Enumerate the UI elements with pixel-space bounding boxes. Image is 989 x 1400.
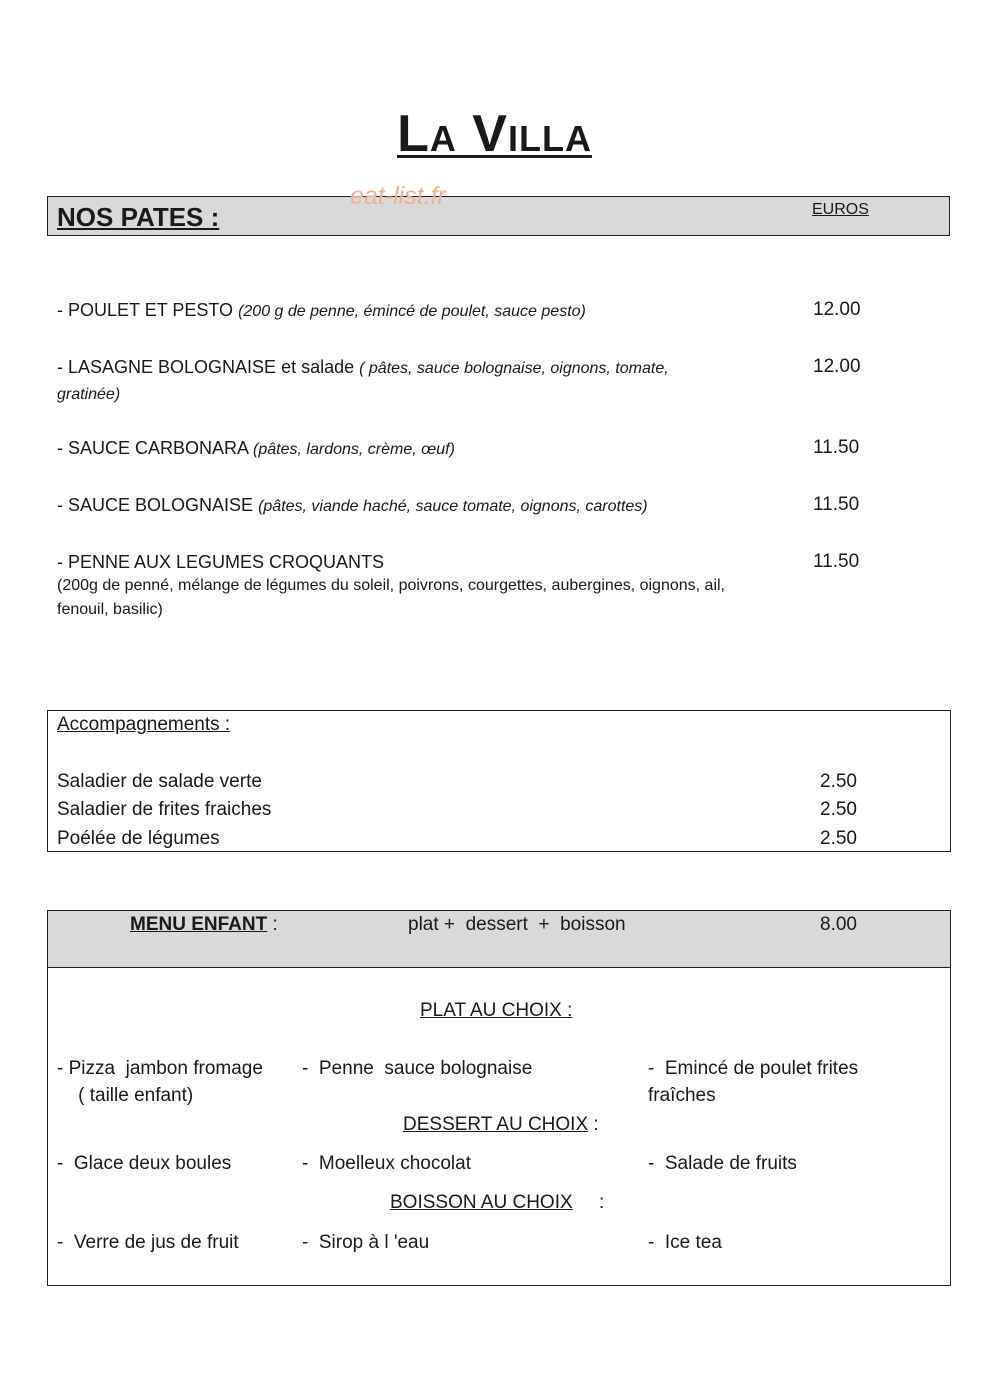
menu-enfant-formula: plat + dessert + boisson — [408, 914, 626, 935]
dish-name: - PENNE AUX LEGUMES CROQUANTS — [57, 552, 385, 572]
dish-name: - LASAGNE BOLOGNAISE et salade — [57, 357, 360, 377]
side-price: 2.50 — [820, 828, 857, 849]
boisson-heading: BOISSON AU CHOIX : — [390, 1192, 605, 1213]
dessert-option: - Salade de fruits — [648, 1153, 797, 1174]
side-item: Saladier de salade verte — [57, 771, 262, 792]
dessert-option: - Glace deux boules — [57, 1153, 232, 1174]
dish-description: (200 g de penne, émincé de poulet, sauce pesto) — [238, 303, 586, 320]
dessert-option: - Moelleux chocolat — [302, 1153, 471, 1174]
plat-heading: PLAT AU CHOIX : — [420, 1000, 573, 1021]
boisson-option: - Verre de jus de fruit — [57, 1232, 239, 1253]
plat-option: - Emincé de poulet frites fraîches — [648, 1058, 859, 1106]
dish-item — [57, 550, 727, 622]
dish-description: (pâtes, lardons, crème, œuf) — [253, 441, 455, 458]
dish-description: (pâtes, viande haché, sauce tomate, oignons, carottes) — [258, 498, 648, 515]
dish-price: 12.00 — [813, 356, 861, 377]
boisson-option: - Sirop à l 'eau — [302, 1232, 430, 1253]
boisson-option: - Ice tea — [648, 1232, 722, 1253]
dish-item — [57, 355, 697, 407]
side-item: Poélée de légumes — [57, 828, 220, 849]
dish-name: - SAUCE CARBONARA — [57, 438, 254, 458]
dish-item — [57, 298, 747, 324]
pates-heading: NOS PATES : — [57, 202, 220, 232]
dish-price: 11.50 — [813, 437, 860, 458]
dish-price: 11.50 — [813, 551, 860, 572]
accompagnements-heading: Accompagnements : — [57, 714, 231, 735]
dish-description: (200g de penné, mélange de légumes du soleil, poivrons, courgettes, aubergines, oignons, ail, fenouil, basilic) — [57, 577, 725, 618]
dessert-heading: DESSERT AU CHOIX : — [403, 1114, 599, 1135]
menu-enfant-price: 8.00 — [820, 914, 857, 935]
dish-price: 11.50 — [813, 494, 860, 515]
dish-name: - POULET ET PESTO — [57, 300, 239, 320]
currency-label: EUROS — [812, 201, 869, 218]
dish-price: 12.00 — [813, 299, 861, 320]
side-price: 2.50 — [820, 799, 857, 820]
plat-option: - Pizza jambon fromage ( taille enfant) — [57, 1058, 263, 1106]
plat-option: - Penne sauce bolognaise — [302, 1058, 533, 1079]
restaurant-name: La Villa — [397, 105, 592, 163]
menu-enfant-title-text: MENU ENFANT — [130, 914, 268, 935]
dish-item — [57, 436, 747, 462]
menu-enfant-title-suffix: : — [267, 914, 278, 935]
dish-name: - SAUCE BOLOGNAISE — [57, 495, 259, 515]
side-price: 2.50 — [820, 771, 857, 792]
restaurant-title — [0, 104, 989, 164]
watermark: eat-list.fr — [350, 182, 446, 210]
dish-description: ( pâtes, sauce bolognaise, oignons, tomate, gratinée) — [57, 360, 669, 403]
menu-enfant-title — [130, 913, 278, 937]
side-item: Saladier de frites fraiches — [57, 799, 272, 820]
dish-item — [57, 493, 747, 519]
